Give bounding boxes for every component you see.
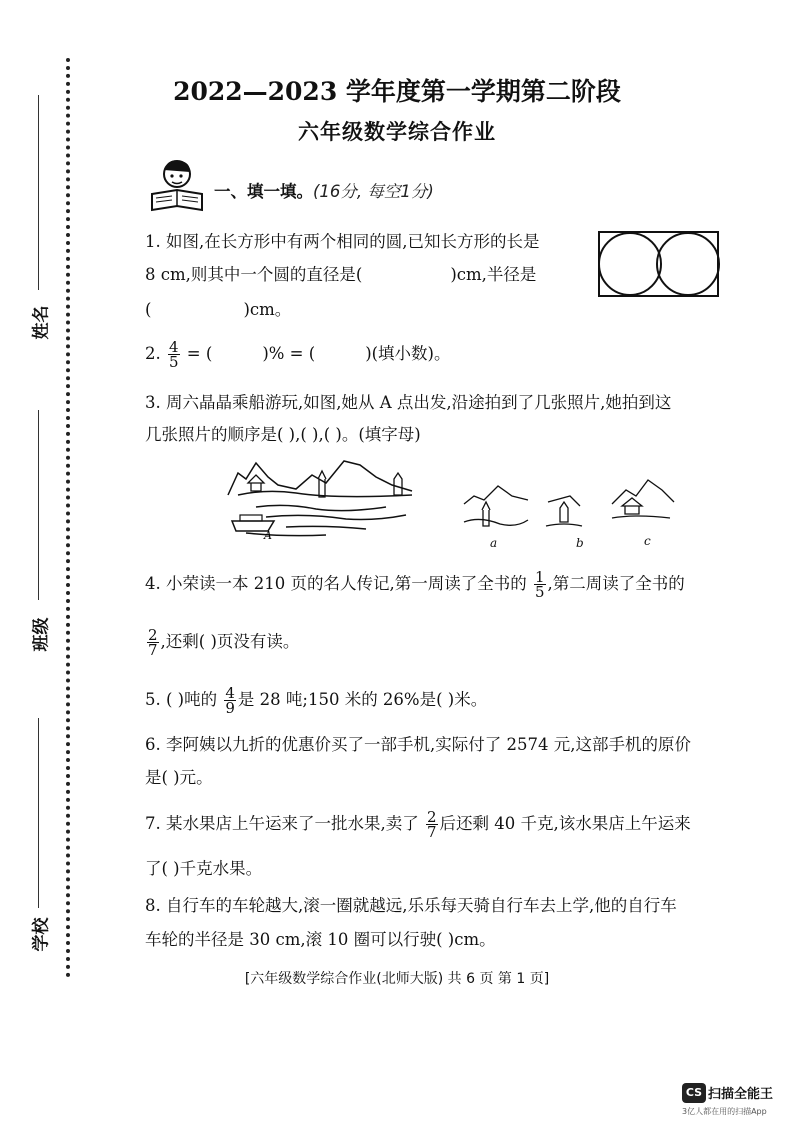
question-1-line3: ( )cm。	[145, 300, 292, 319]
photo-b	[540, 488, 588, 536]
question-8-line2: 车轮的半径是 30 cm,滚 10 圈可以行驶( )cm。	[145, 930, 496, 949]
photo-b-label: b	[576, 536, 584, 550]
scanner-badge-icon: CS	[682, 1083, 706, 1103]
section-title: 一、填一填。	[214, 182, 313, 201]
question-3-line2: 几张照片的顺序是( ),( ),( )。(填字母)	[145, 425, 421, 444]
score-note: (16分, 每空1分)	[313, 182, 434, 201]
question-4-line1: 4. 小荣读一本 210 页的名人传记,第一周读了全书的 $\frac{1}{5}$ ,第二周读了全书的	[145, 568, 685, 601]
start-point-label: A	[264, 529, 272, 542]
fraction-1-5: $\frac{1}{5}$	[534, 568, 545, 601]
rectangle-two-circles-figure	[597, 229, 721, 299]
question-1-line2: 8 cm,则其中一个圆的直径是( )cm,半径是	[145, 265, 537, 284]
fraction-2-7: $\frac{2}{7}$	[148, 626, 158, 659]
class-write-line	[38, 410, 39, 600]
binding-dotted-line	[66, 58, 70, 978]
question-8-line1: 8. 自行车的车轮越大,滚一圈就越远,乐乐每天骑自行车去上学,他的自行车	[145, 896, 677, 915]
page-subtitle: 六年级数学综合作业	[298, 120, 496, 144]
boat-journey-scene	[226, 455, 416, 545]
question-2: 2. $\frac{4}{5}$ = ( )% = ( )(填小数)。	[145, 338, 451, 371]
section-heading	[214, 178, 434, 202]
photo-c-label: c	[644, 534, 651, 548]
fraction-2-7-q7: $\frac{2}{7}$	[426, 808, 437, 841]
question-1-line1: 1. 如图,在长方形中有两个相同的圆,已知长方形的长是	[145, 232, 540, 251]
photo-a	[460, 480, 532, 538]
page-footer: [六年级数学综合作业(北师大版) 共 6 页 第 1 页]	[244, 971, 550, 987]
question-4-line2: $\frac{2}{7}$ ,还剩( )页没有读。	[148, 626, 300, 659]
photo-c	[606, 476, 678, 534]
school-write-line	[38, 718, 39, 908]
scanner-logo	[682, 1082, 773, 1103]
scanner-name: 扫描全能王	[708, 1087, 774, 1102]
question-3-line1: 3. 周六晶晶乘船游玩,如图,她从 A 点出发,沿途拍到了几张照片,她拍到这	[145, 393, 672, 412]
scanner-tagline: 3亿人都在用的扫描App	[682, 1107, 767, 1116]
page-title: 2022—2023 学年度第一学期第二阶段	[173, 77, 621, 106]
fraction-4-5: $\frac{4}{5}$	[169, 338, 179, 371]
school-label: 学校	[31, 917, 52, 952]
question-7-line2: 了( )千克水果。	[145, 859, 263, 878]
name-label: 姓名	[31, 305, 52, 340]
photo-a-label: a	[490, 536, 498, 550]
question-5: 5. ( )吨的 $\frac{4}{9}$ 是 28 吨;150 米的 26%是( )米。	[145, 684, 488, 717]
question-6-line1: 6. 李阿姨以九折的优惠价买了一部手机,实际付了 2574 元,这部手机的原价	[145, 735, 691, 754]
question-6-line2: 是( )元。	[145, 768, 213, 787]
question-7-line1: 7. 某水果店上午运来了一批水果,卖了 $\frac{2}{7}$ 后还剩 40 千克,该水果店上午运来	[145, 808, 691, 841]
class-label: 班级	[31, 617, 52, 652]
fraction-4-9: $\frac{4}{9}$	[225, 684, 235, 717]
boy-reading-icon	[146, 156, 208, 214]
